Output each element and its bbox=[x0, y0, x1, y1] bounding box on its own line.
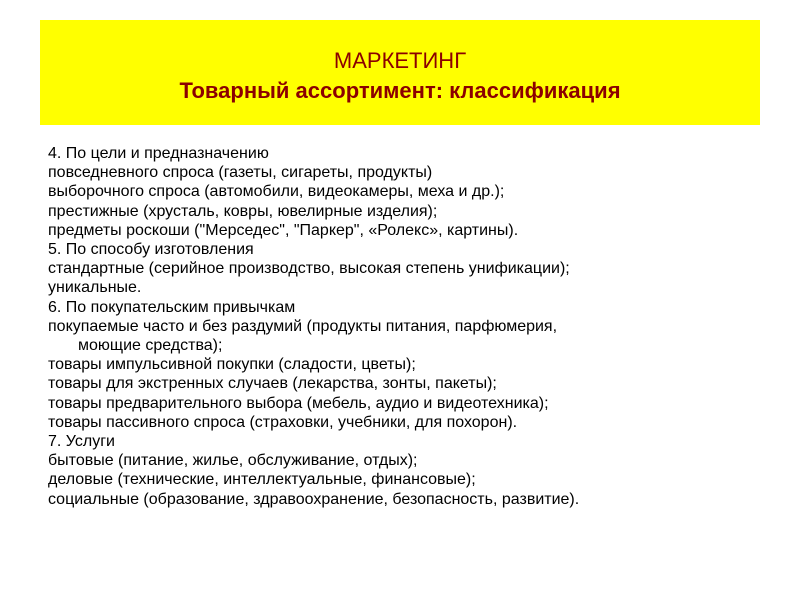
section-heading-manufacturing: 5. По способу изготовления bbox=[48, 241, 254, 259]
body-line-continuation: моющие средства); bbox=[78, 337, 223, 355]
body-line: покупаемые часто и без раздумий (продукты питания, парфюмерия, bbox=[48, 317, 558, 335]
body-line: бытовые (питание, жилье, обслуживание, отдых); bbox=[48, 452, 418, 470]
body-line: социальные (образование, здравоохранение, безопасность, развитие). bbox=[48, 490, 580, 508]
body-line: товары предварительного выбора (мебель, аудио и видеотехника); bbox=[48, 394, 549, 412]
section-heading-habits: 6. По покупательским привычкам bbox=[48, 298, 296, 316]
body-line: товары импульсивной покупки (сладости, цветы); bbox=[48, 356, 416, 374]
body-line: товары пассивного спроса (страховки, учебники, для похорон). bbox=[48, 413, 518, 431]
body-line: стандартные (серийное производство, высокая степень унификации); bbox=[48, 260, 570, 278]
body-line: повседневного спроса (газеты, сигареты, продукты) bbox=[48, 164, 433, 182]
body-line: товары для экстренных случаев (лекарства, зонты, пакеты); bbox=[48, 375, 497, 393]
title-banner bbox=[40, 20, 760, 125]
body-line: престижные (хрусталь, ковры, ювелирные изделия); bbox=[48, 202, 438, 220]
slide-title: МАРКЕТИНГ bbox=[333, 48, 467, 73]
slide-subtitle: Товарный ассортимент: классификация bbox=[179, 78, 621, 103]
body-line: уникальные. bbox=[48, 279, 142, 297]
slide-body bbox=[48, 144, 768, 509]
body-line: выборочного спроса (автомобили, видеокамеры, меха и др.); bbox=[48, 183, 505, 201]
body-line: предметы роскоши ("Мерседес", "Паркер", «Ролекс», картины). bbox=[48, 221, 519, 239]
body-line: деловые (технические, интеллектуальные, финансовые); bbox=[48, 471, 476, 489]
section-heading-services: 7. Услуги bbox=[48, 433, 115, 451]
section-heading-purpose: 4. По цели и предназначению bbox=[48, 145, 269, 162]
